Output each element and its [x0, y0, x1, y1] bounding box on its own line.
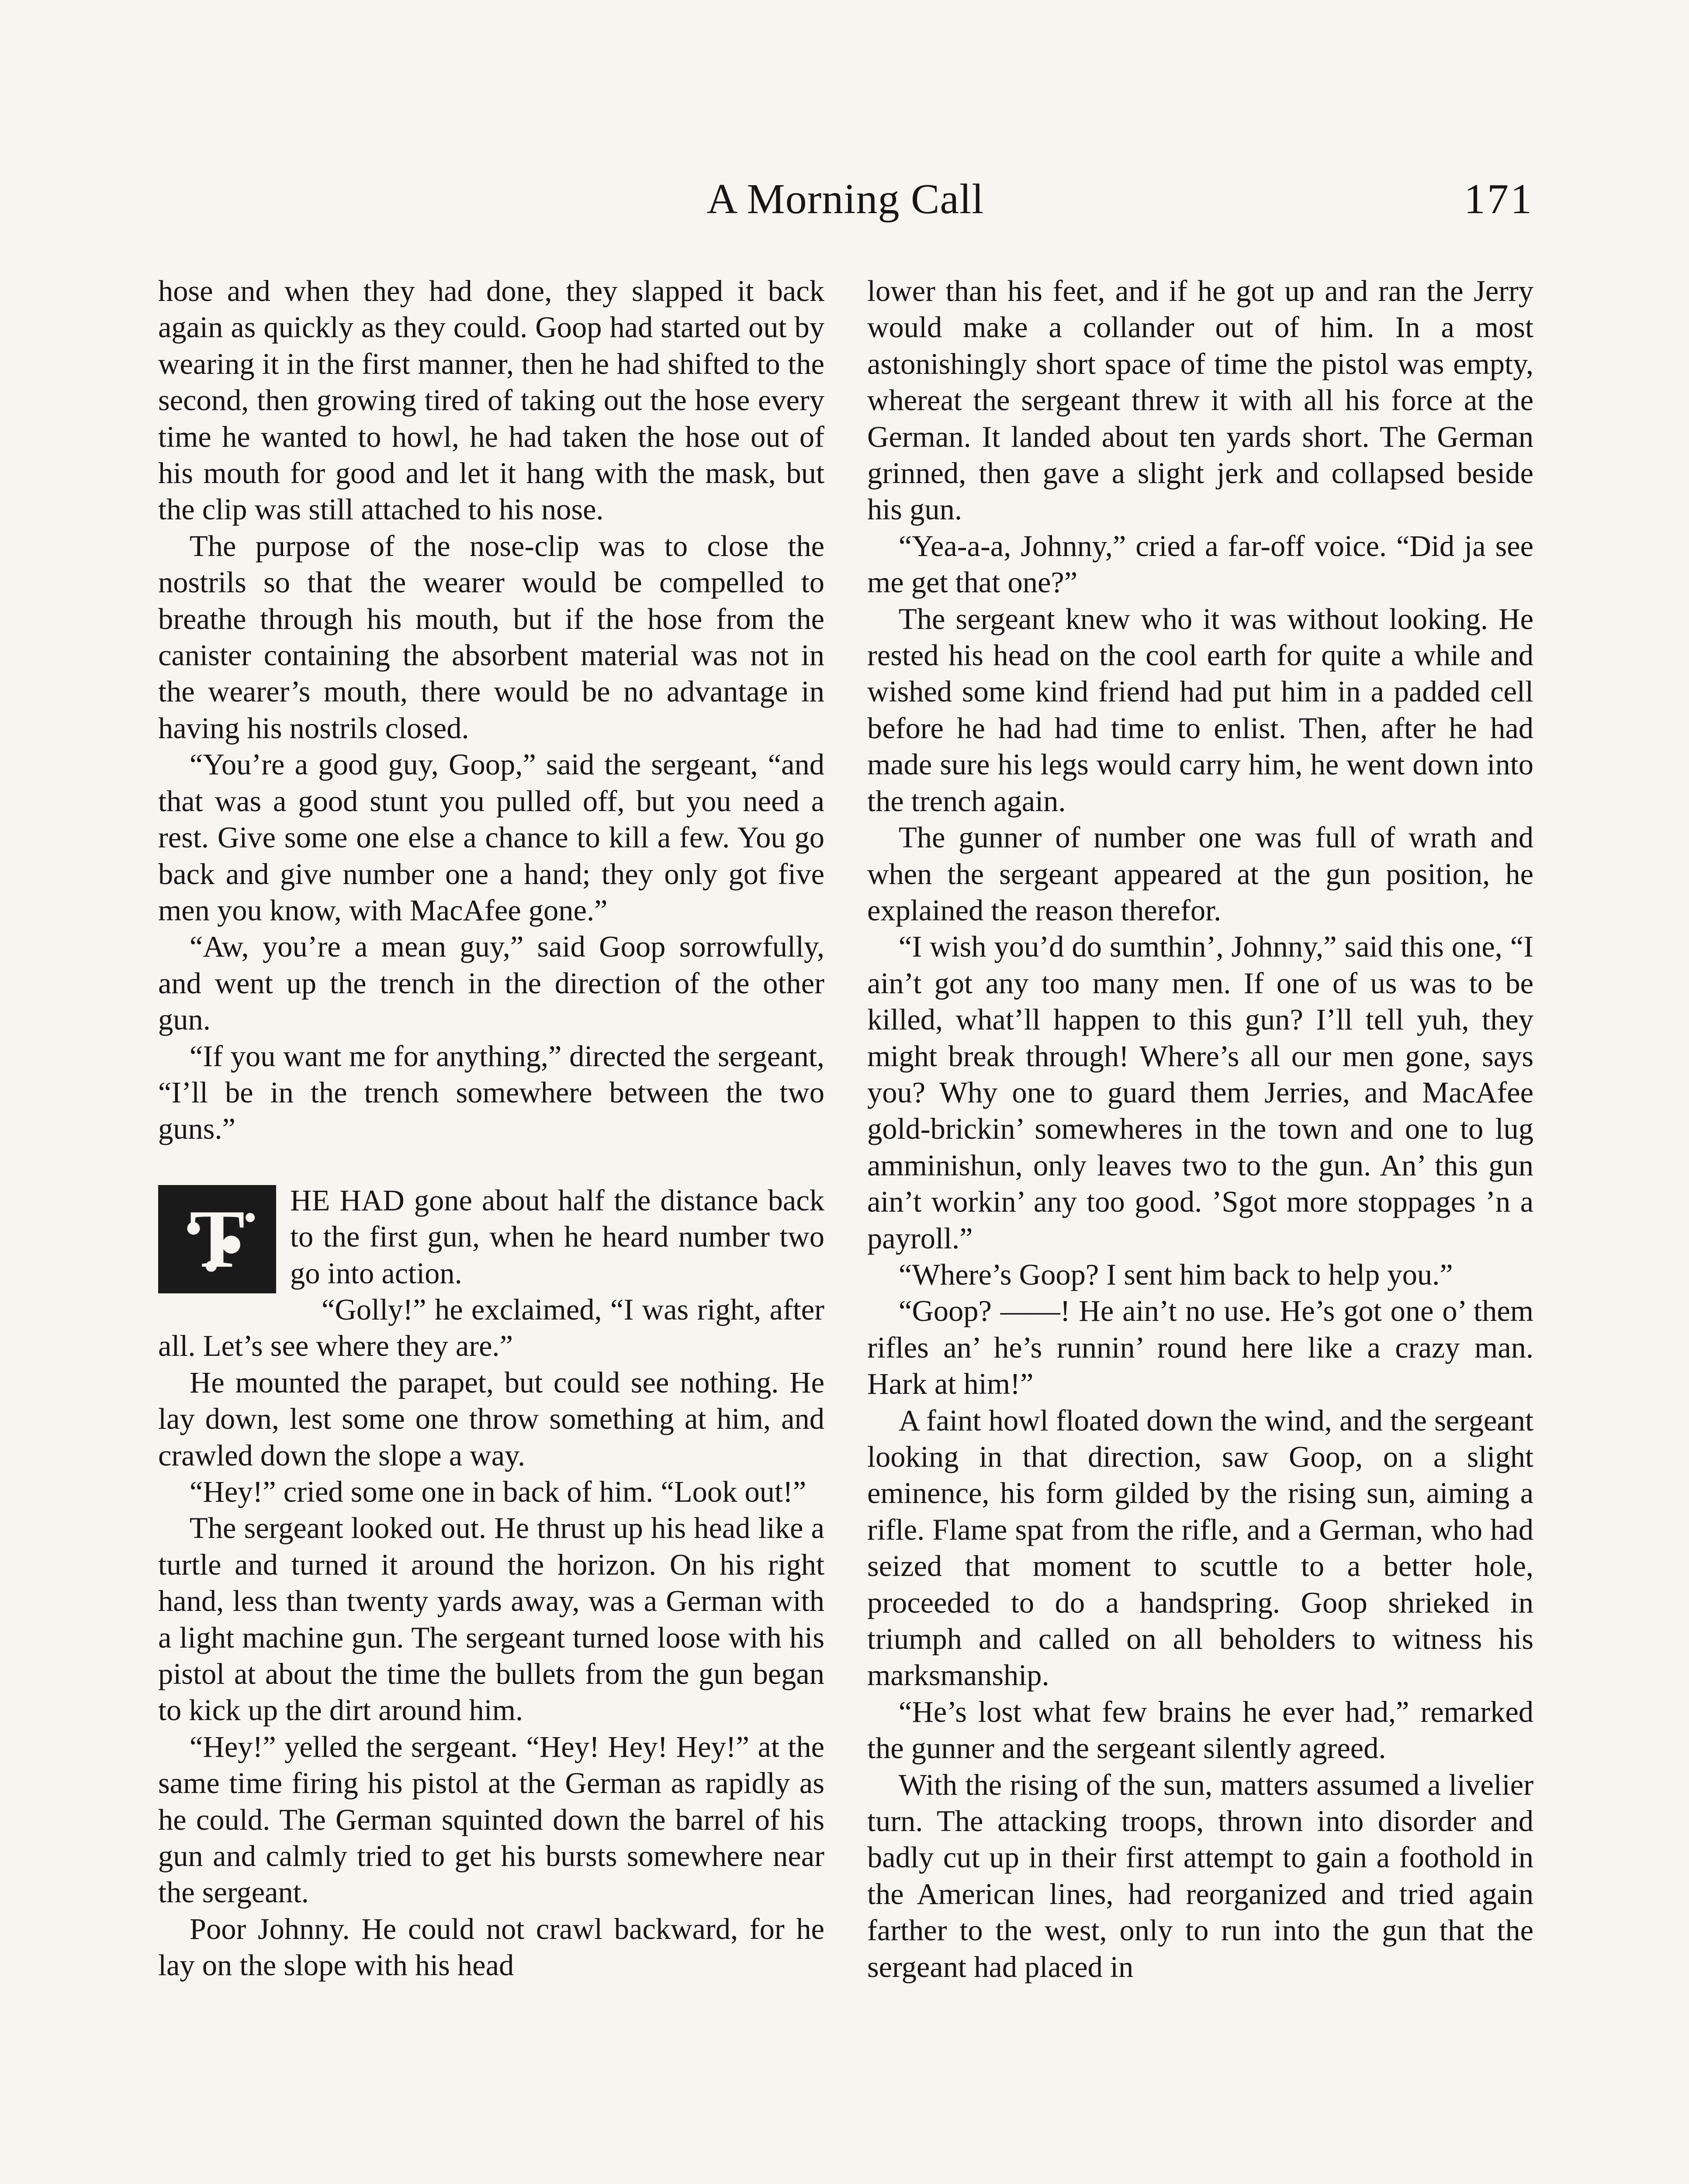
paragraph: Poor Johnny. He could not crawl backward, for he lay on the slope with his head	[158, 1912, 824, 1982]
paragraph: The sergeant looked out. He thrust up his head like a turtle and turned it around the horizon. On his right hand, less than twenty yards away, was a German with a light machine gun. The sergeant turned loose with his pistol at about the time the bullets from the gun began to kick up the dirt around him.	[158, 1511, 824, 1727]
page-number: 171	[1464, 176, 1533, 223]
paragraph: “You’re a good guy, Goop,” said the sergeant, “and that was a good stunt you pulled off, but you need a rest. Give some one else a chance to kill a few. You go back and give number one a hand; they only got five men you know, with MacAfee gone.”	[158, 748, 824, 927]
left-column	[158, 273, 824, 1984]
paragraph: “He’s lost what few brains he ever had,” remarked the gunner and the sergeant silently agreed.	[867, 1695, 1533, 1765]
paragraph-text: HE HAD gone about half the distance back to the first gun, when he heard number two go into action.	[290, 1183, 824, 1290]
running-title: A Morning Call	[706, 176, 984, 223]
paragraph: “Golly!” he exclaimed, “I was right, after all. Let’s see where they are.”	[158, 1292, 824, 1363]
paragraph: “Yea-a-a, Johnny,” cried a far-off voice. “Did ja see me get that one?”	[867, 529, 1533, 599]
paragraph: “Aw, you’re a mean guy,” said Goop sorrowfully, and went up the trench in the direction of the other gun.	[158, 930, 824, 1037]
paragraph: The gunner of number one was full of wrath and when the sergeant appeared at the gun position, he explained the reason therefor.	[867, 821, 1533, 927]
paragraph: “Goop? ——! He ain’t no use. He’s got one o’ them rifles an’ he’s runnin’ round here like a crazy man. Hark at him!”	[867, 1294, 1533, 1401]
paragraph: “I wish you’d do sumthin’, Johnny,” said this one, “I ain’t got any too many men. If one of us was to be killed, what’ll happen to this gun? I’ll tell yuh, they might break through! Where’s all our men gone, says you? Why one to guard them Jerries, and MacAfee gold-brickin’ somewheres in the town and one to lug amminishun, only leaves two to the gun. An’ this gun ain’t workin’ any too good. ’Sgot more stoppages ’n a payroll.”	[867, 930, 1533, 1255]
paragraph: “Hey!” cried some one in back of him. “Look out!”	[189, 1475, 806, 1508]
page-header	[157, 175, 1533, 236]
right-column	[867, 273, 1533, 1985]
paragraph: hose and when they had done, they slapped it back again as quickly as they could. Goop had started out by wearing it in the first manner, then he had shifted to the second, then growing tired of taking out the hose every time he wanted to howl, he had taken the hose out of his mouth for good and let it hang with the mask, but the clip was still attached to his nose.	[158, 274, 824, 526]
paragraph: lower than his feet, and if he got up and ran the Jerry would make a collander out of him. In a most astonishingly short space of time the pistol was empty, whereat the sergeant threw it with all his force at the German. It landed about ten yards short. The German grinned, then gave a slight jerk and collapsed beside his gun.	[867, 274, 1533, 526]
section-opening-paragraph	[158, 1182, 824, 1292]
paragraph: With the rising of the sun, matters assumed a livelier turn. The attacking troops, thrown into disorder and badly cut up in their first attempt to gain a foothold in the American lines, had reorganized and tried again farther to the west, only to run into the gun that the sergeant had placed in	[867, 1768, 1533, 1984]
paragraph: “Hey!” yelled the sergeant. “Hey! Hey! Hey!” at the same time firing his pistol at the German as rapidly as he could. The German squinted down the barrel of his gun and calmly tried to get his bursts somewhere near the sergeant.	[158, 1730, 824, 1909]
paragraph: “If you want me for anything,” directed the sergeant, “I’ll be in the trench somewhere between the two guns.”	[158, 1039, 824, 1146]
paragraph: A faint howl floated down the wind, and the sergeant looking in that direction, saw Goop, on a slight eminence, his form gilded by the rising sun, aiming a rifle. Flame spat from the rifle, and a German, who had seized that moment to scuttle to a better hole, proceeded to do a handspring. Goop shrieked in triumph and called on all beholders to witness his marksmanship.	[867, 1403, 1533, 1692]
paragraph: The purpose of the nose-clip was to close the nostrils so that the wearer would be compelled to breathe through his mouth, but if the hose from the canister containing the absorbent material was not in the wearer’s mouth, there would be no advantage in having his nostrils closed.	[158, 529, 824, 745]
paragraph: He mounted the parapet, but could see nothing. He lay down, lest some one throw something at him, and crawled down the slope a way.	[158, 1365, 824, 1472]
paragraph: “Where’s Goop? I sent him back to help you.”	[898, 1258, 1453, 1291]
drop-cap-initial: T	[158, 1185, 276, 1293]
paragraph: The sergeant knew who it was without looking. He rested his head on the cool earth for quite a while and wished some kind friend had put him in a padded cell before he had had time to enlist. Then, after he had made sure his legs would carry him, he went down into the trench again.	[867, 602, 1533, 818]
